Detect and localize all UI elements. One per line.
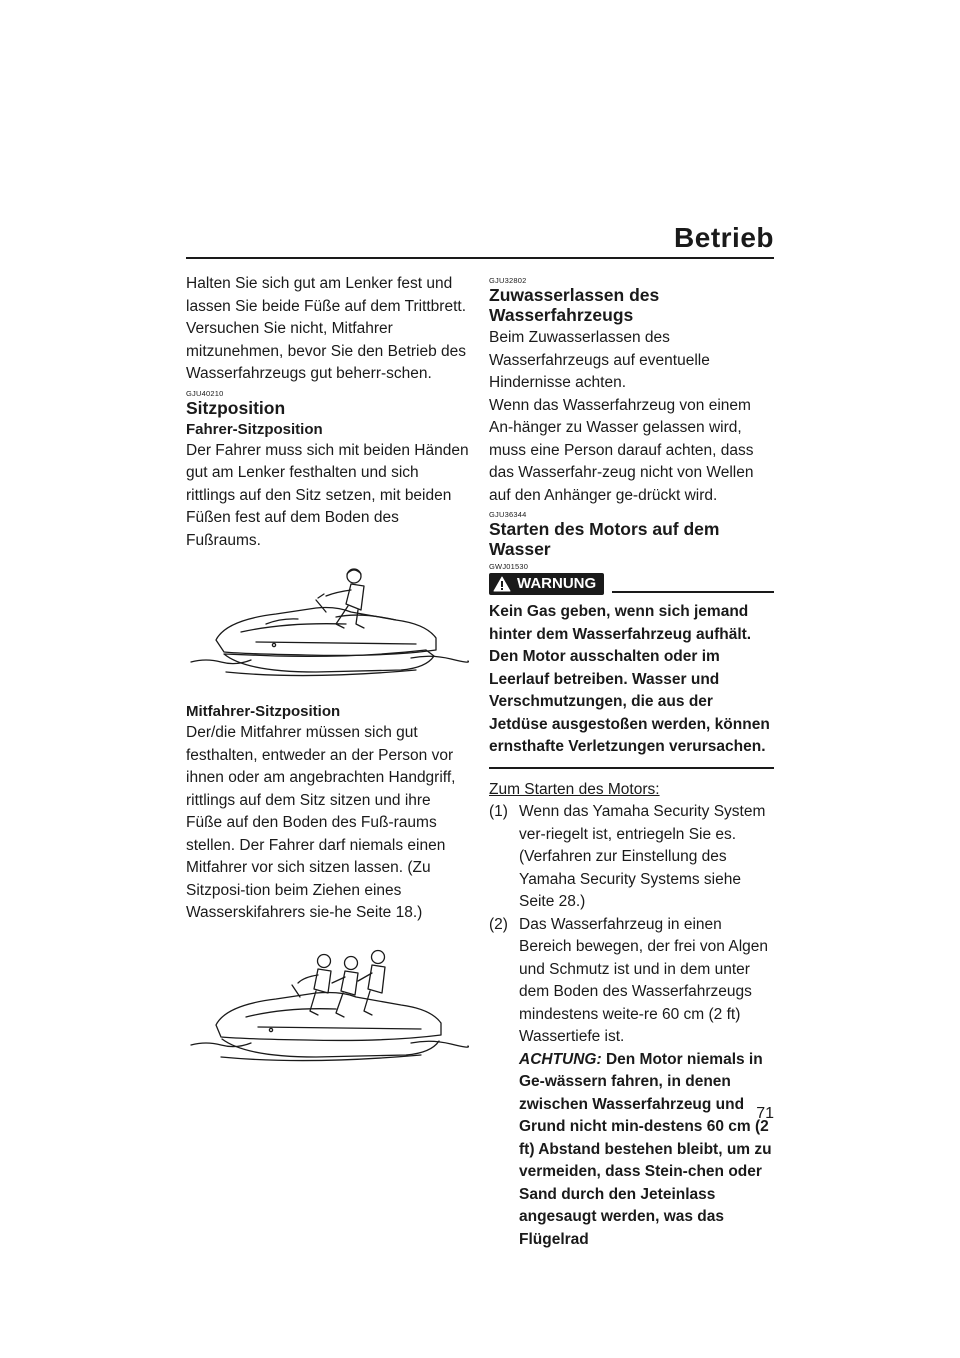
subheading-mitfahrer: Mitfahrer-Sitzposition bbox=[186, 703, 341, 720]
caution-block bbox=[519, 1049, 774, 1252]
page-number: 71 bbox=[756, 1105, 774, 1122]
section-title-sitzposition: Sitzposition bbox=[186, 397, 286, 418]
section-title-starten: Starten des Motors auf dem Wasser bbox=[489, 519, 720, 559]
illustration-rider-passengers bbox=[186, 945, 471, 1067]
mitfahrer-paragraph: Der/die Mitfahrer müssen sich gut festhalten, entweder an der Person vor ihnen oder am angebrachten Handgriff, rittlings auf dem Sitz sitzen und ihre Füße auf den Boden des Fuß-raums stellen. Der Fahrer darf niemals einen Mitfahrer vor sich sitzen lassen. (Zu Sitzposi-tion beim Ziehen eines Wasserskifahrers sie-he Seite 18.) bbox=[186, 724, 456, 921]
page-header bbox=[186, 222, 774, 262]
step-number: (1) bbox=[489, 803, 508, 820]
fahrer-paragraph: Der Fahrer muss sich mit beiden Händen gut am Lenker festhalten und sich rittlings auf den Sitz setzen, mit beiden Füßen fest auf dem Boden des Fußraums. bbox=[186, 441, 469, 549]
section-code: GJU32802 bbox=[489, 276, 527, 285]
warning-text: Kein Gas geben, wenn sich jemand hinter dem Wasserfahrzeug aufhält. Den Motor ausschalten oder im Leerlauf betreiben. Wasser und Verschmutzungen, die aus der Jetdüse ausgestoßen werden, können ernsthafte Verletzungen verursachen. bbox=[489, 601, 774, 769]
list-item bbox=[489, 801, 774, 914]
section-code: GJU36344 bbox=[489, 510, 527, 519]
section-title-zuwasserlassen-line2: Wasserfahrzeugs bbox=[489, 305, 634, 325]
subheading-fahrer: Fahrer-Sitzposition bbox=[186, 420, 323, 438]
step-number: (2) bbox=[489, 915, 508, 933]
step-text: Wenn das Yamaha Security System ver-riegelt ist, entriegeln Sie es. (Verfahren zur Einstellung des Yamaha Security Systems siehe Seite 28.) bbox=[519, 803, 766, 910]
list-item bbox=[489, 914, 774, 1252]
steps-intro: Zum Starten des Motors: bbox=[489, 780, 660, 798]
warning-rule bbox=[612, 591, 774, 593]
steps-list bbox=[489, 801, 774, 1251]
warning-badge bbox=[489, 573, 604, 595]
warning-label: WARNUNG bbox=[517, 575, 597, 592]
warning-header bbox=[489, 573, 774, 595]
caution-text: Den Motor niemals in Ge-wässern fahren, in denen zwischen Wasserfahrzeug und Grund nicht min-destens 60 cm (2 ft) Abstand bestehen bleibt, um zu vermeiden, dass Stein-chen oder Sand durch den Jeteinlass angesaugt werden, was das Flügelrad bbox=[519, 1050, 772, 1248]
caution-label: ACHTUNG: bbox=[519, 1050, 602, 1068]
header-rule bbox=[186, 257, 774, 259]
intro-paragraph: Halten Sie sich gut am Lenker fest und lassen Sie beide Füße auf dem Trittbrett. Versuchen Sie nicht, Mitfahrer mitzunehmen, bevor Sie den Betrieb des Wasserfahrzeugs gut beherr-schen. bbox=[186, 275, 467, 382]
warning-triangle-icon bbox=[493, 576, 511, 592]
section-title-zuwasserlassen-line1: Zuwasserlassen des bbox=[489, 285, 660, 305]
step-text: Das Wasserfahrzeug in einen Bereich bewegen, der frei von Algen und Schmutz ist und in dem unter dem Boden des Wasserfahrzeugs mindestens weite-re 60 cm (2 ft) Wassertiefe ist. bbox=[519, 915, 769, 1045]
zuwasser-paragraph-1: Beim Zuwasserlassen des Wasserfahrzeugs auf eventuelle Hindernisse achten. bbox=[489, 329, 710, 391]
right-column bbox=[489, 273, 774, 1251]
zuwasser-paragraph-2: Wenn das Wasserfahrzeug von einem An-hänger zu Wasser gelassen wird, muss eine Person darauf achten, dass das Wasserfahr-zeug nicht von Wellen auf den Anhänger ge-drückt wird. bbox=[489, 396, 754, 504]
left-column bbox=[186, 273, 471, 1067]
illustration-rider-solo bbox=[186, 562, 471, 680]
section-code: GJU40210 bbox=[186, 388, 224, 398]
warning-code: GWJ01530 bbox=[489, 562, 529, 571]
page-title: Betrieb bbox=[674, 222, 774, 253]
